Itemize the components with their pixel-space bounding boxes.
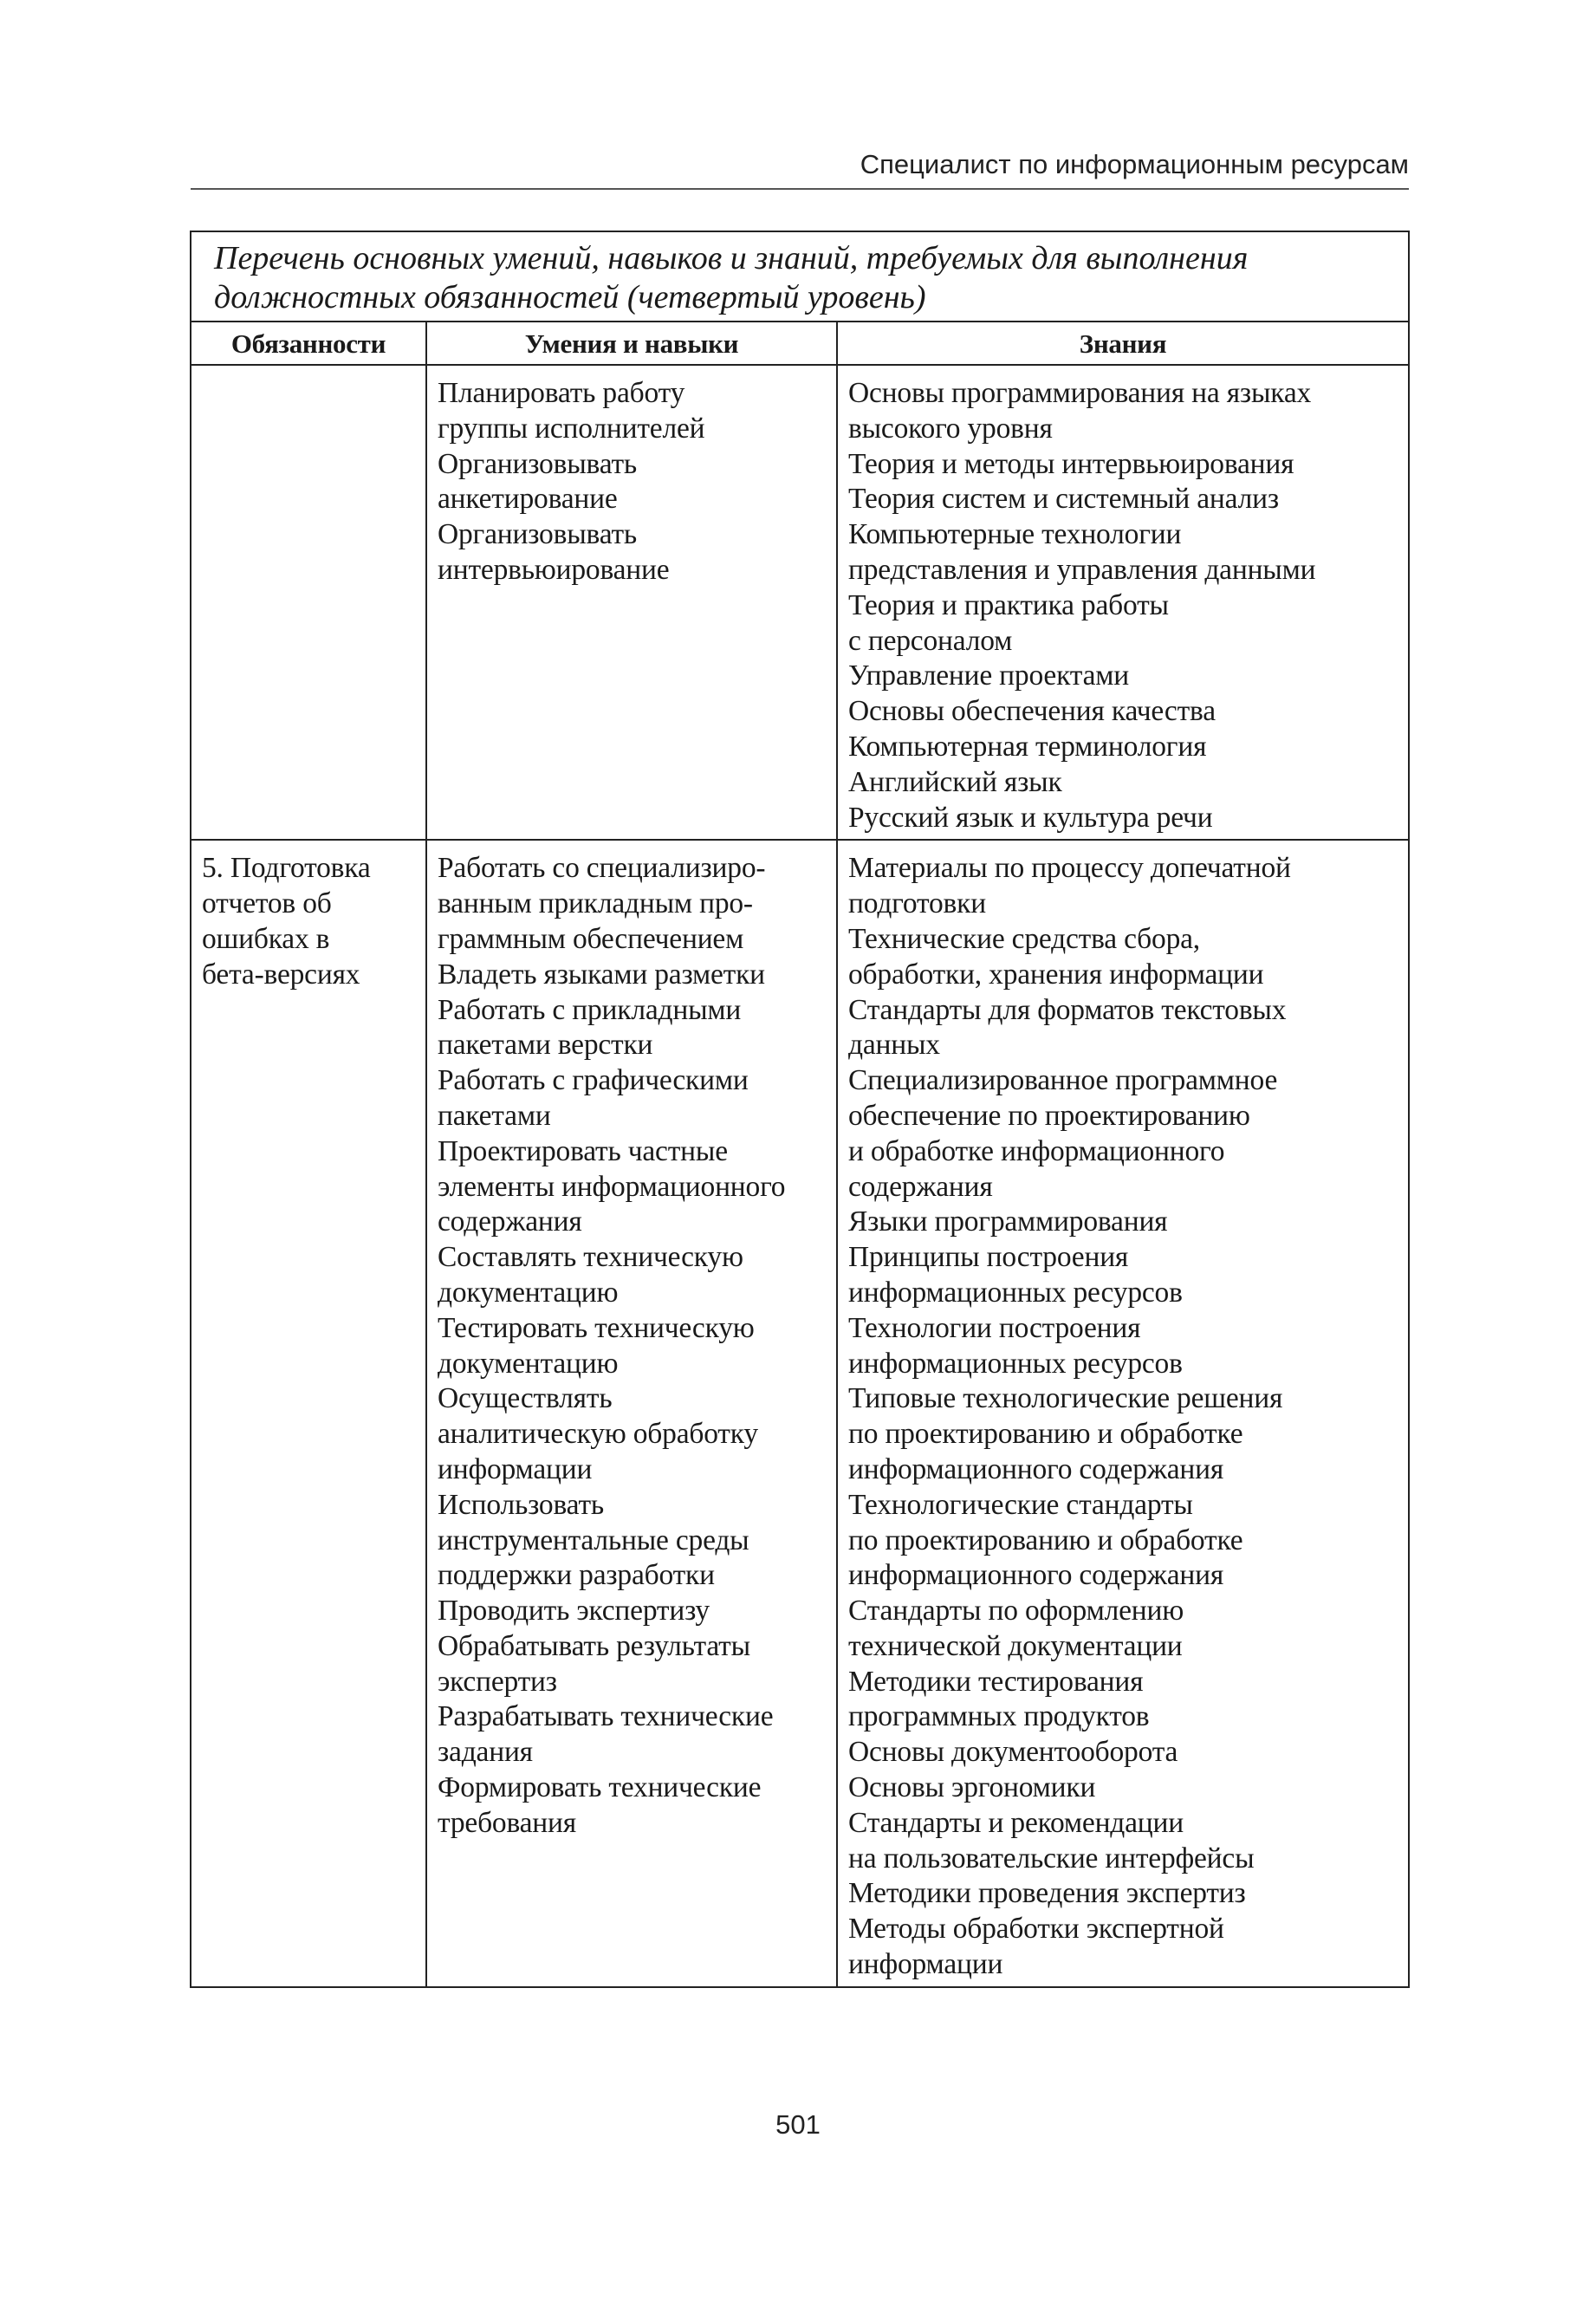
skills-line: Организовывать: [438, 518, 638, 551]
knowledge-line: на пользовательские интерфейсы: [848, 1842, 1255, 1874]
skills-line: документацию: [438, 1347, 619, 1380]
skills-line: Проводить экспертизу: [438, 1595, 710, 1628]
knowledge-line: Основы эргономики: [848, 1771, 1096, 1804]
table-cell-duties: [191, 365, 426, 840]
knowledge-line: Английский язык: [848, 765, 1062, 798]
duties-line: 5. Подготовка: [202, 852, 371, 885]
skills-line: Организовывать: [438, 447, 638, 480]
skills-line: Разрабатывать технические: [438, 1700, 774, 1733]
skills-line: Осуществлять: [438, 1382, 613, 1415]
duties-line: бета-версиях: [202, 958, 360, 991]
knowledge-line: Основы документооборота: [848, 1736, 1178, 1769]
knowledge-line: Материалы по процессу допечатной: [848, 852, 1291, 885]
header-rule: [191, 188, 1409, 190]
knowledge-line: и обработке информационного: [848, 1134, 1225, 1167]
skills-line: пакетами верстки: [438, 1029, 653, 1062]
skills-line: инструментальные среды: [438, 1524, 749, 1556]
running-head: Специалист по информационным ресурсам: [860, 149, 1409, 179]
knowledge-line: информационного содержания: [848, 1559, 1224, 1592]
knowledge-line: Теория и практика работы: [848, 588, 1169, 621]
page-number: 501: [775, 2109, 821, 2140]
skills-line: аналитическую обработку: [438, 1418, 758, 1451]
knowledge-line: информационных ресурсов: [848, 1347, 1183, 1380]
skills-line: Формировать технические: [438, 1771, 762, 1804]
skills-line: документацию: [438, 1276, 619, 1309]
skills-line: требования: [438, 1806, 576, 1839]
knowledge-line: программных продуктов: [848, 1700, 1150, 1733]
competency-table: [190, 231, 1410, 1988]
knowledge-line: Методы обработки экспертной: [848, 1913, 1224, 1946]
skills-line: Составлять техническую: [438, 1241, 743, 1274]
knowledge-line: с персоналом: [848, 624, 1013, 657]
skills-line: группы исполнителей: [438, 412, 705, 445]
knowledge-line: Управление проектами: [848, 659, 1129, 692]
knowledge-line: по проектированию и обработке: [848, 1418, 1243, 1451]
skills-line: Работать с графическими: [438, 1064, 749, 1097]
knowledge-line: обеспечение по проектированию: [848, 1099, 1250, 1132]
skills-line: информации: [438, 1452, 593, 1485]
skills-line: содержания: [438, 1205, 582, 1238]
skills-line: интервьюирование: [438, 553, 670, 586]
knowledge-line: Технологические стандарты: [848, 1488, 1193, 1521]
knowledge-line: подготовки: [848, 887, 986, 920]
skills-line: элементы информационного: [438, 1170, 786, 1203]
table-caption-row: [191, 231, 1409, 322]
skills-line: граммным обеспечением: [438, 922, 744, 955]
column-header-duties: Обязанности: [191, 322, 426, 365]
skills-line: поддержки разработки: [438, 1559, 715, 1592]
knowledge-line: Компьютерная терминология: [848, 730, 1207, 763]
knowledge-line: Типовые технологические решения: [848, 1382, 1283, 1415]
knowledge-line: по проектированию и обработке: [848, 1524, 1243, 1556]
skills-line: Тестировать техническую: [438, 1311, 755, 1344]
skills-line: экспертиз: [438, 1665, 557, 1698]
table-row: [191, 365, 1409, 840]
knowledge-line: Теория систем и системный анализ: [848, 483, 1279, 516]
knowledge-line: Основы программирования на языках: [848, 377, 1312, 409]
competency-table-wrapper: [190, 231, 1408, 1988]
knowledge-line: информационного содержания: [848, 1452, 1224, 1485]
knowledge-line: Технические средства сбора,: [848, 922, 1200, 955]
skills-line: Использовать: [438, 1488, 604, 1521]
knowledge-line: Русский язык и культура речи: [848, 801, 1213, 834]
knowledge-line: Принципы построения: [848, 1241, 1129, 1274]
skills-line: Работать со специализиро-: [438, 852, 766, 885]
skills-line: ванным прикладным про-: [438, 887, 753, 920]
knowledge-line: Языки программирования: [848, 1205, 1168, 1238]
skills-line: Владеть языками разметки: [438, 958, 765, 991]
skills-line: Планировать работу: [438, 377, 685, 409]
table-header-row: [191, 322, 1409, 365]
knowledge-line: высокого уровня: [848, 412, 1053, 445]
knowledge-line: представления и управления данными: [848, 553, 1316, 586]
knowledge-line: Методики тестирования: [848, 1665, 1144, 1698]
skills-line: анкетирование: [438, 483, 618, 516]
table-caption-line: должностных обязанностей (четвертый уровень): [214, 279, 926, 315]
knowledge-line: Методики проведения экспертиз: [848, 1877, 1246, 1910]
knowledge-line: технической документации: [848, 1629, 1183, 1662]
knowledge-line: информации: [848, 1948, 1003, 1981]
duties-line: ошибках в: [202, 922, 330, 955]
skills-line: пакетами: [438, 1099, 551, 1132]
table-cell-duties: [191, 840, 426, 1987]
knowledge-line: Стандарты по оформлению: [848, 1595, 1184, 1628]
knowledge-line: Теория и методы интервьюирования: [848, 447, 1294, 480]
knowledge-line: информационных ресурсов: [848, 1276, 1183, 1309]
skills-line: Проектировать частные: [438, 1134, 728, 1167]
skills-line: задания: [438, 1736, 533, 1769]
column-header-knowledge: Знания: [837, 322, 1409, 365]
knowledge-line: Основы обеспечения качества: [848, 695, 1216, 728]
knowledge-line: Компьютерные технологии: [848, 518, 1182, 551]
knowledge-line: Технологии построения: [848, 1311, 1141, 1344]
table-caption: [191, 231, 1409, 322]
duties-line: отчетов об: [202, 887, 332, 920]
table-body: [191, 365, 1409, 1987]
knowledge-line: Специализированное программное: [848, 1064, 1278, 1097]
knowledge-line: Стандарты и рекомендации: [848, 1806, 1184, 1839]
table-cell-skills: [426, 365, 837, 840]
knowledge-line: Стандарты для форматов текстовых: [848, 993, 1287, 1026]
table-caption-line: Перечень основных умений, навыков и знаний, требуемых для выполнения: [214, 240, 1249, 276]
column-header-skills: Умения и навыки: [426, 322, 837, 365]
skills-line: Работать с прикладными: [438, 993, 742, 1026]
table-cell-knowledge: [837, 365, 1409, 840]
table-cell-skills: [426, 840, 837, 1987]
skills-line: Обрабатывать результаты: [438, 1629, 750, 1662]
knowledge-line: обработки, хранения информации: [848, 958, 1264, 991]
knowledge-line: данных: [848, 1029, 940, 1062]
knowledge-line: содержания: [848, 1170, 993, 1203]
table-cell-knowledge: [837, 840, 1409, 1987]
table-row: [191, 840, 1409, 1987]
